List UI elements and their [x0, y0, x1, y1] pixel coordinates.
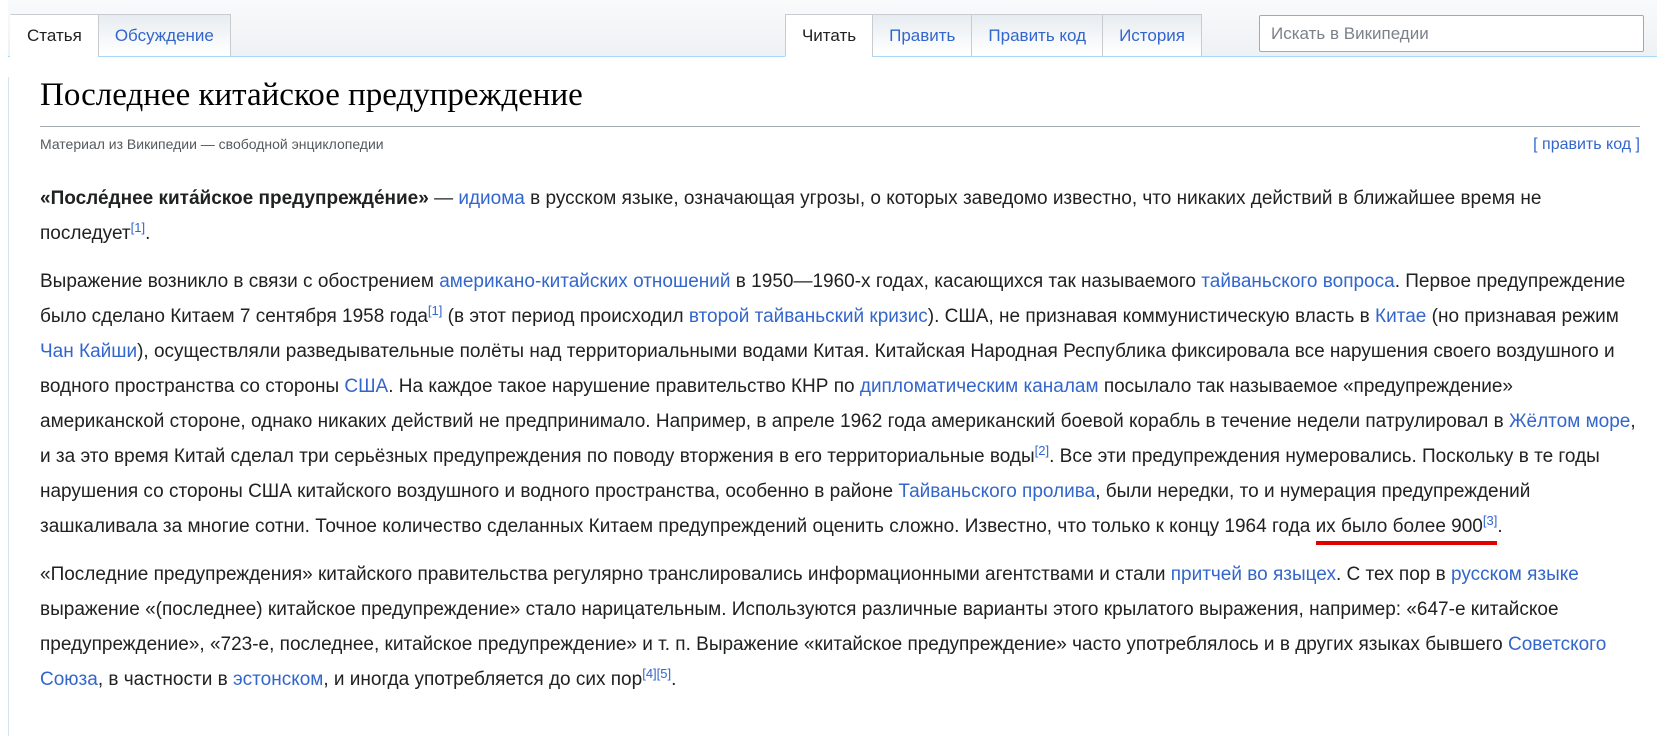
reference-marker	[1483, 513, 1497, 528]
text-segment: (но признавая режим	[1426, 306, 1619, 327]
text-segment: (в этот период происходил	[442, 306, 689, 327]
text-segment: , и за это время Китай сделал три серьёзных предупреждения по поводу вторжения в его территориальные воды	[40, 411, 1636, 467]
text-segment: их было более 900	[1315, 516, 1483, 537]
wiki-link[interactable]: Чан Кайши	[40, 341, 138, 362]
text-segment: . Первое предупреждение было сделано Китаем 7 сентября 1958 года	[40, 271, 1626, 327]
wiki-link[interactable]: притчей во языцех	[1170, 564, 1336, 585]
text-segment: . На каждое такое нарушение правительство КНР по	[388, 376, 860, 397]
reference-link[interactable]: [4]	[642, 665, 657, 681]
reference-link[interactable]: [3]	[1482, 512, 1498, 528]
text-segment: .	[671, 669, 677, 690]
tab-label: Править код	[988, 25, 1087, 45]
article-content	[8, 77, 1657, 736]
wiki-link[interactable]: эстонском	[232, 669, 324, 690]
wiki-link[interactable]: Китае	[1375, 306, 1427, 327]
text-segment: в русском языке, означающая угрозы, о которых заведомо известно, что никаких действий в ближайшее время не последует	[40, 188, 1542, 244]
text-segment: —	[428, 188, 459, 209]
bold-lead-phrase: «После́днее кита́йское предупрежде́ние»	[40, 188, 429, 209]
article-paragraph	[40, 264, 1640, 544]
tagline-row	[40, 136, 1640, 154]
text-segment: .	[1497, 516, 1503, 537]
reference-marker	[1035, 443, 1049, 458]
reference-marker	[657, 666, 671, 681]
edit-section-link[interactable]: [ править код ]	[1533, 136, 1640, 153]
view-tabs	[785, 14, 1202, 57]
wiki-link[interactable]: дипломатическим каналам	[859, 376, 1099, 397]
wiki-link[interactable]: второй тайваньский кризис	[688, 306, 928, 327]
reference-link[interactable]: [2]	[1034, 442, 1050, 458]
reference-marker	[131, 220, 145, 235]
tab-history[interactable]	[1102, 14, 1202, 57]
tab-discussion[interactable]	[98, 14, 231, 57]
text-segment: в 1950—1960-х годах, касающихся так называемого	[730, 271, 1202, 292]
text-segment: , и иногда употребляется до сих пор	[323, 669, 643, 690]
article-body	[40, 181, 1640, 697]
wiki-link[interactable]: США	[344, 376, 389, 397]
page-title: Последнее китайское предупреждение	[40, 77, 1640, 127]
search-input[interactable]	[1259, 15, 1644, 52]
tab-label: История	[1119, 25, 1185, 45]
tab-label: Править	[889, 25, 956, 45]
text-segment: «Последние предупреждения» китайского правительства регулярно транслировались информационными агентствами и стали	[40, 564, 1171, 585]
tab-label: Читать	[801, 25, 857, 45]
reference-link[interactable]: [1]	[427, 302, 443, 318]
article-paragraph	[40, 557, 1640, 697]
text-segment: , в частности в	[97, 669, 233, 690]
text-segment: . С тех пор в	[1335, 564, 1452, 585]
text-segment: , были нередки, то и нумерация предупреждений зашкаливала за многие сотни. Точное количество сделанных Китаем предупреждений оценить сложно. Известно, что только к концу 1964 года	[40, 481, 1531, 537]
namespace-tabs	[10, 14, 231, 57]
wiki-link[interactable]: тайваньского вопроса	[1201, 271, 1395, 292]
reference-link[interactable]: [1]	[130, 219, 146, 235]
text-segment: посылало так называемое «предупреждение» американской стороне, однако никаких действий не предпринимало. Например, в апреле 1962 года американский боевой корабль в течение недели патрулировал в	[40, 376, 1513, 432]
wiki-link[interactable]: Советского Союза	[40, 634, 1607, 690]
text-segment: ), осуществляли разведывательные полёты над территориальными водами Китая. Китайская Народная Республика фиксировала все нарушения своего воздушного и водного пространства со стороны	[40, 341, 1615, 397]
reference-link[interactable]: [5]	[656, 665, 672, 681]
tab-edit[interactable]	[872, 14, 972, 57]
red-underline-annotation	[1482, 512, 1498, 545]
text-segment: . Все эти предупреждения нумеровались. Поскольку в те годы нарушения со стороны США китайского воздушного и водного пространства, особенно в районе	[40, 446, 1600, 502]
tab-label: Обсуждение	[114, 25, 214, 45]
wiki-link[interactable]: русском языке	[1451, 564, 1579, 585]
page-tab-bar	[8, 0, 1657, 57]
reference-marker	[428, 303, 442, 318]
tab-article[interactable]	[10, 14, 99, 57]
wiki-link[interactable]: идиома	[458, 188, 525, 209]
tab-label: Статья	[27, 25, 82, 45]
view-tabs-and-search	[785, 0, 1657, 57]
text-segment: выражение «(последнее) китайское предупреждение» стало нарицательным. Используются различные варианты этого крылатого выражения, например: «647-е китайское предупреждение», «723-е, последнее, китайское предупреждение» и т. п. Выражение «китайское предупреждение» часто употреблялось и в других языках бывшего	[40, 599, 1559, 655]
tab-read[interactable]	[785, 14, 873, 57]
site-tagline: Материал из Википедии — свободной энциклопедии	[40, 136, 384, 152]
text-segment: ). США, не признавая коммунистическую власть в	[927, 306, 1376, 327]
article-paragraph	[40, 181, 1640, 251]
wiki-link[interactable]: американо-китайских отношений	[439, 271, 731, 292]
text-segment: .	[145, 223, 151, 244]
wiki-link[interactable]: Жёлтом море	[1508, 411, 1631, 432]
red-underline-annotation	[1316, 516, 1483, 545]
wiki-link[interactable]: Тайваньского пролива	[898, 481, 1096, 502]
reference-marker	[642, 666, 656, 681]
tab-edit-source[interactable]	[971, 14, 1103, 57]
text-segment: Выражение возникло в связи с обострением	[40, 271, 440, 292]
